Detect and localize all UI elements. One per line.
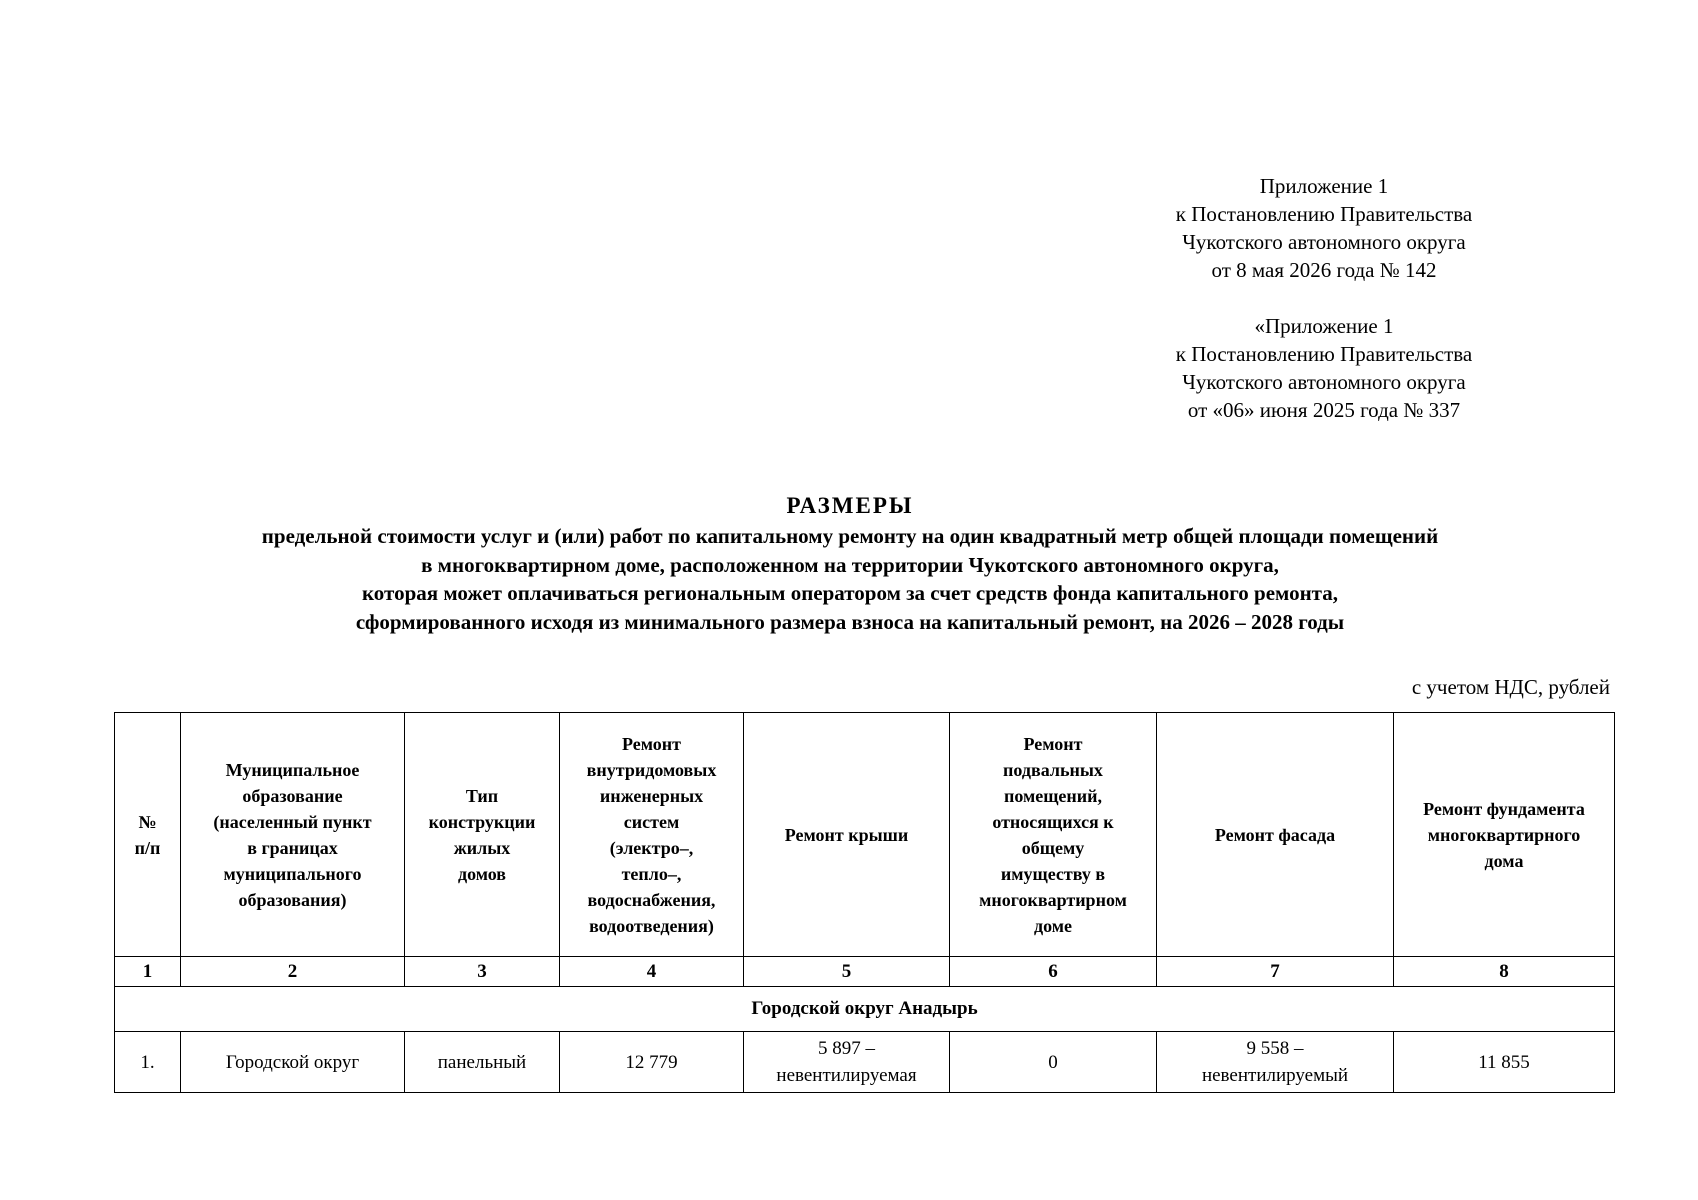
cell-roof: [744, 1032, 950, 1093]
appendix-current-line-2: к Постановлению Правительства: [1175, 202, 1473, 226]
header-engineering-systems-line: Ремонт: [622, 733, 681, 754]
subtitle-line-1: предельной стоимости услуг и (или) работ по капитальному ремонту на один квадратный метр общей площади помещений: [261, 524, 1439, 548]
header-engineering-systems: [560, 713, 744, 957]
header-number: [115, 713, 181, 957]
header-basement-line: относящихся к: [992, 811, 1114, 832]
header-engineering-systems-line: (электро–,: [609, 837, 694, 858]
cell-municipality: Городской округ: [181, 1032, 405, 1093]
cell-number: 1.: [115, 1032, 181, 1093]
subtitle-line-3: которая может оплачиваться региональным оператором за счет средств фонда капитального ремонта,: [361, 581, 1338, 605]
subtitle-line-2: в многоквартирном доме, расположенном на территории Чукотского автономного округа,: [421, 552, 1279, 577]
appendix-current-block: [1128, 172, 1520, 284]
cell-construction-type: панельный: [405, 1032, 560, 1093]
header-foundation-line: дома: [1484, 850, 1524, 871]
header-facade: [1157, 713, 1394, 957]
column-number: 1: [115, 957, 181, 987]
header-engineering-systems-line: внутридомовых: [586, 759, 717, 780]
header-engineering-systems-line: систем: [623, 811, 680, 832]
appendix-current-line-3: Чукотского автономного округа: [1182, 230, 1466, 254]
header-basement-line: Ремонт: [1023, 733, 1083, 754]
appendix-original-block: [1128, 312, 1520, 424]
header-engineering-systems-line: инженерных: [599, 785, 704, 806]
cell-facade: [1157, 1032, 1394, 1093]
appendix-original-line-2: к Постановлению Правительства: [1175, 342, 1473, 366]
header-basement-line: подвальных: [1003, 759, 1103, 780]
column-number: 3: [405, 957, 560, 987]
header-basement-line: имуществу в: [1000, 863, 1106, 884]
header-basement-line: многоквартирном: [979, 889, 1127, 910]
header-facade-line: Ремонт фасада: [1214, 824, 1336, 845]
cell-basement: 0: [950, 1032, 1157, 1093]
header-municipality-line: Муниципальное: [225, 759, 360, 780]
header-roof: [744, 713, 950, 957]
header-basement-line: общему: [1021, 837, 1085, 858]
header-engineering-systems-line: водоотведения): [589, 915, 714, 936]
header-construction-type-line: Тип: [465, 785, 499, 806]
cell-engineering-systems: 12 779: [560, 1032, 744, 1093]
header-municipality-line: муниципального: [223, 863, 362, 884]
header-number-line: №: [138, 811, 157, 832]
column-number: 8: [1394, 957, 1615, 987]
header-municipality-line: в границах: [247, 837, 338, 858]
header-roof-line: Ремонт крыши: [784, 824, 909, 845]
appendix-original-line-1: «Приложение 1: [1254, 314, 1394, 338]
cell-foundation: 11 855: [1394, 1032, 1615, 1093]
header-basement-line: доме: [1033, 915, 1072, 936]
header-construction-type-line: домов: [457, 863, 507, 884]
header-basement: [950, 713, 1157, 957]
header-basement-line: помещений,: [1003, 785, 1103, 806]
table-row: [115, 1032, 1615, 1093]
column-number: 5: [744, 957, 950, 987]
header-municipality-line: образования): [238, 889, 347, 910]
header-engineering-systems-line: водоснабжения,: [587, 889, 716, 910]
appendix-original-line-4: от «06» июня 2025 года № 337: [1187, 398, 1461, 422]
header-engineering-systems-line: тепло–,: [621, 863, 682, 884]
header-municipality-line: образование: [242, 785, 343, 806]
header-number-line: п/п: [134, 837, 161, 858]
rates-table: [114, 712, 1615, 1093]
header-foundation-line: Ремонт фундамента: [1423, 798, 1585, 819]
subtitle-line-4: сформированного исходя из минимального размера взноса на капитальный ремонт, на 2026 – 2028 годы: [355, 609, 1345, 634]
cell-roof-type: невентилируемая: [776, 1065, 917, 1086]
header-construction-type-line: конструкции: [428, 811, 536, 832]
header-foundation: [1394, 713, 1615, 957]
header-municipality: [181, 713, 405, 957]
column-number: 4: [560, 957, 744, 987]
column-number-row: [115, 957, 1615, 987]
cell-facade-type: невентилируемый: [1201, 1065, 1349, 1086]
column-number: 2: [181, 957, 405, 987]
cell-facade-value: 9 558 –: [1246, 1038, 1304, 1059]
units-note: с учетом НДС, рублей: [1411, 675, 1610, 699]
cell-roof-value: 5 897 –: [818, 1038, 875, 1059]
header-construction-type: [405, 713, 560, 957]
appendix-original-line-3: Чукотского автономного округа: [1182, 370, 1466, 394]
header-municipality-line: (населенный пункт: [213, 811, 372, 832]
header-construction-type-line: жилых: [453, 837, 511, 858]
header-foundation-line: многоквартирного: [1427, 824, 1581, 845]
group-title: Городской округ Анадырь: [115, 987, 1615, 1032]
group-header-row: [115, 987, 1615, 1032]
column-number: 7: [1157, 957, 1394, 987]
table-header-row: [115, 713, 1615, 957]
column-number: 6: [950, 957, 1157, 987]
document-subtitle: [100, 522, 1600, 636]
document-title-block: [100, 490, 1600, 636]
appendix-current-line-1: Приложение 1: [1259, 174, 1389, 198]
appendix-current-line-4: от 8 мая 2026 года № 142: [1211, 258, 1437, 282]
document-title: РАЗМЕРЫ: [786, 493, 914, 518]
